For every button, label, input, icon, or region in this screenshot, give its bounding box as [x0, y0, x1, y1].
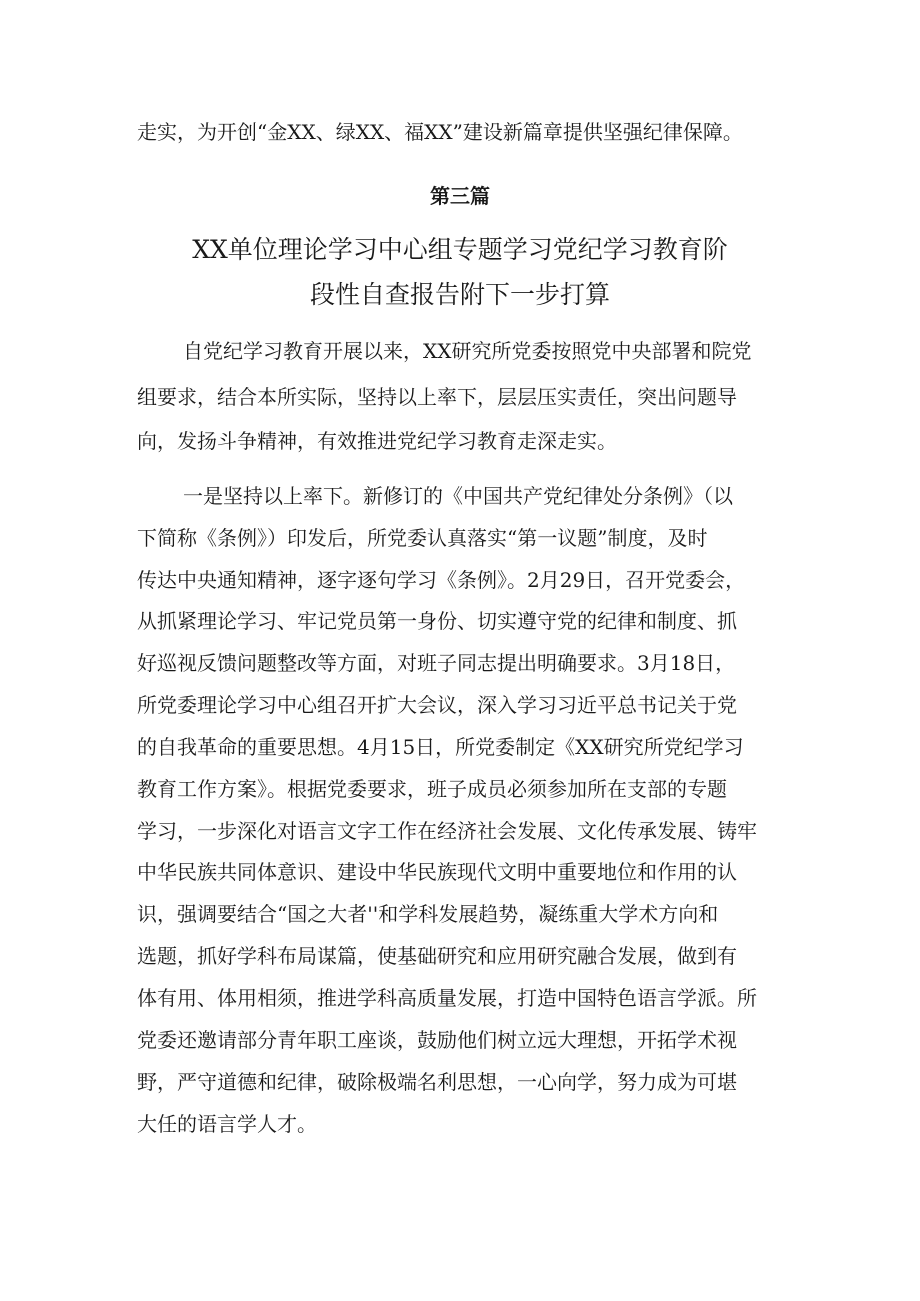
section-label: 第三篇 — [430, 184, 490, 208]
paragraph-line: 中华民族共同体意识、建设中华民族现代文明中重要地位和作用的认 — [137, 860, 737, 884]
document-title-line-2: 段性自查报告附下一步打算 — [309, 280, 610, 309]
paragraph-line: 传达中央通知精神，逐字逐句学习《条例》。2月29日，召开党委会， — [137, 568, 746, 592]
paragraph-line: 下简称《条例》）印发后，所党委认真落实“第一议题”制度，及时 — [137, 526, 708, 550]
paragraph-line: 学习，一步深化对语言文字工作在经济社会发展、文化传承发展、铸牢 — [137, 819, 757, 843]
paragraph-line: 自党纪学习教育开展以来，XX研究所党委按照党中央部署和院党 — [183, 339, 752, 363]
paragraph-line: 选题，抓好学科布局谋篇，使基础研究和应用研究融合发展，做到有 — [137, 944, 737, 968]
paragraph-line: 好巡视反馈问题整改等方面，对班子同志提出明确要求。3月18日， — [137, 651, 736, 675]
paragraph-line: 识，强调要结合“国之大者''和学科发展趋势，凝练重大学术方向和 — [137, 902, 719, 926]
paragraph-line: 向，发扬斗争精神，有效推进党纪学习教育走深走实。 — [137, 429, 617, 453]
paragraph-line: 体有用、体用相须，推进学科高质量发展，打造中国特色语言学派。所 — [137, 986, 757, 1010]
paragraph-line: 党委还邀请部分青年职工座谈，鼓励他们树立远大理想，开拓学术视 — [137, 1028, 737, 1052]
paragraph-line: 所党委理论学习中心组召开扩大会议，深入学习习近平总书记关于党 — [137, 693, 737, 717]
intro-line: 走实，为开创“金XX、绿XX、福XX”建设新篇章提供坚强纪律保障。 — [137, 120, 743, 144]
paragraph-line: 的自我革命的重要思想。4月15日，所党委制定《XX研究所党纪学习 — [137, 735, 744, 759]
paragraph-line: 组要求，结合本所实际，坚持以上率下，层层压实责任，突出问题导 — [137, 385, 737, 409]
paragraph-line: 从抓紧理论学习、牢记党员第一身份、切实遵守党的纪律和制度、抓 — [137, 609, 737, 633]
paragraph-line: 一是坚持以上率下。新修订的《中国共产党纪律处分条例》（以 — [183, 484, 733, 508]
document-title-line-1: XX单位理论学习中心组专题学习党纪学习教育阶 — [192, 235, 728, 264]
paragraph-line: 野，严守道德和纪律，破除极端名利思想，一心向学，努力成为可堪 — [137, 1070, 737, 1094]
paragraph-line: 教育工作方案》。根据党委要求，班子成员必须参加所在支部的专题 — [137, 777, 727, 801]
paragraph-line: 大任的语言学人才。 — [137, 1112, 317, 1136]
